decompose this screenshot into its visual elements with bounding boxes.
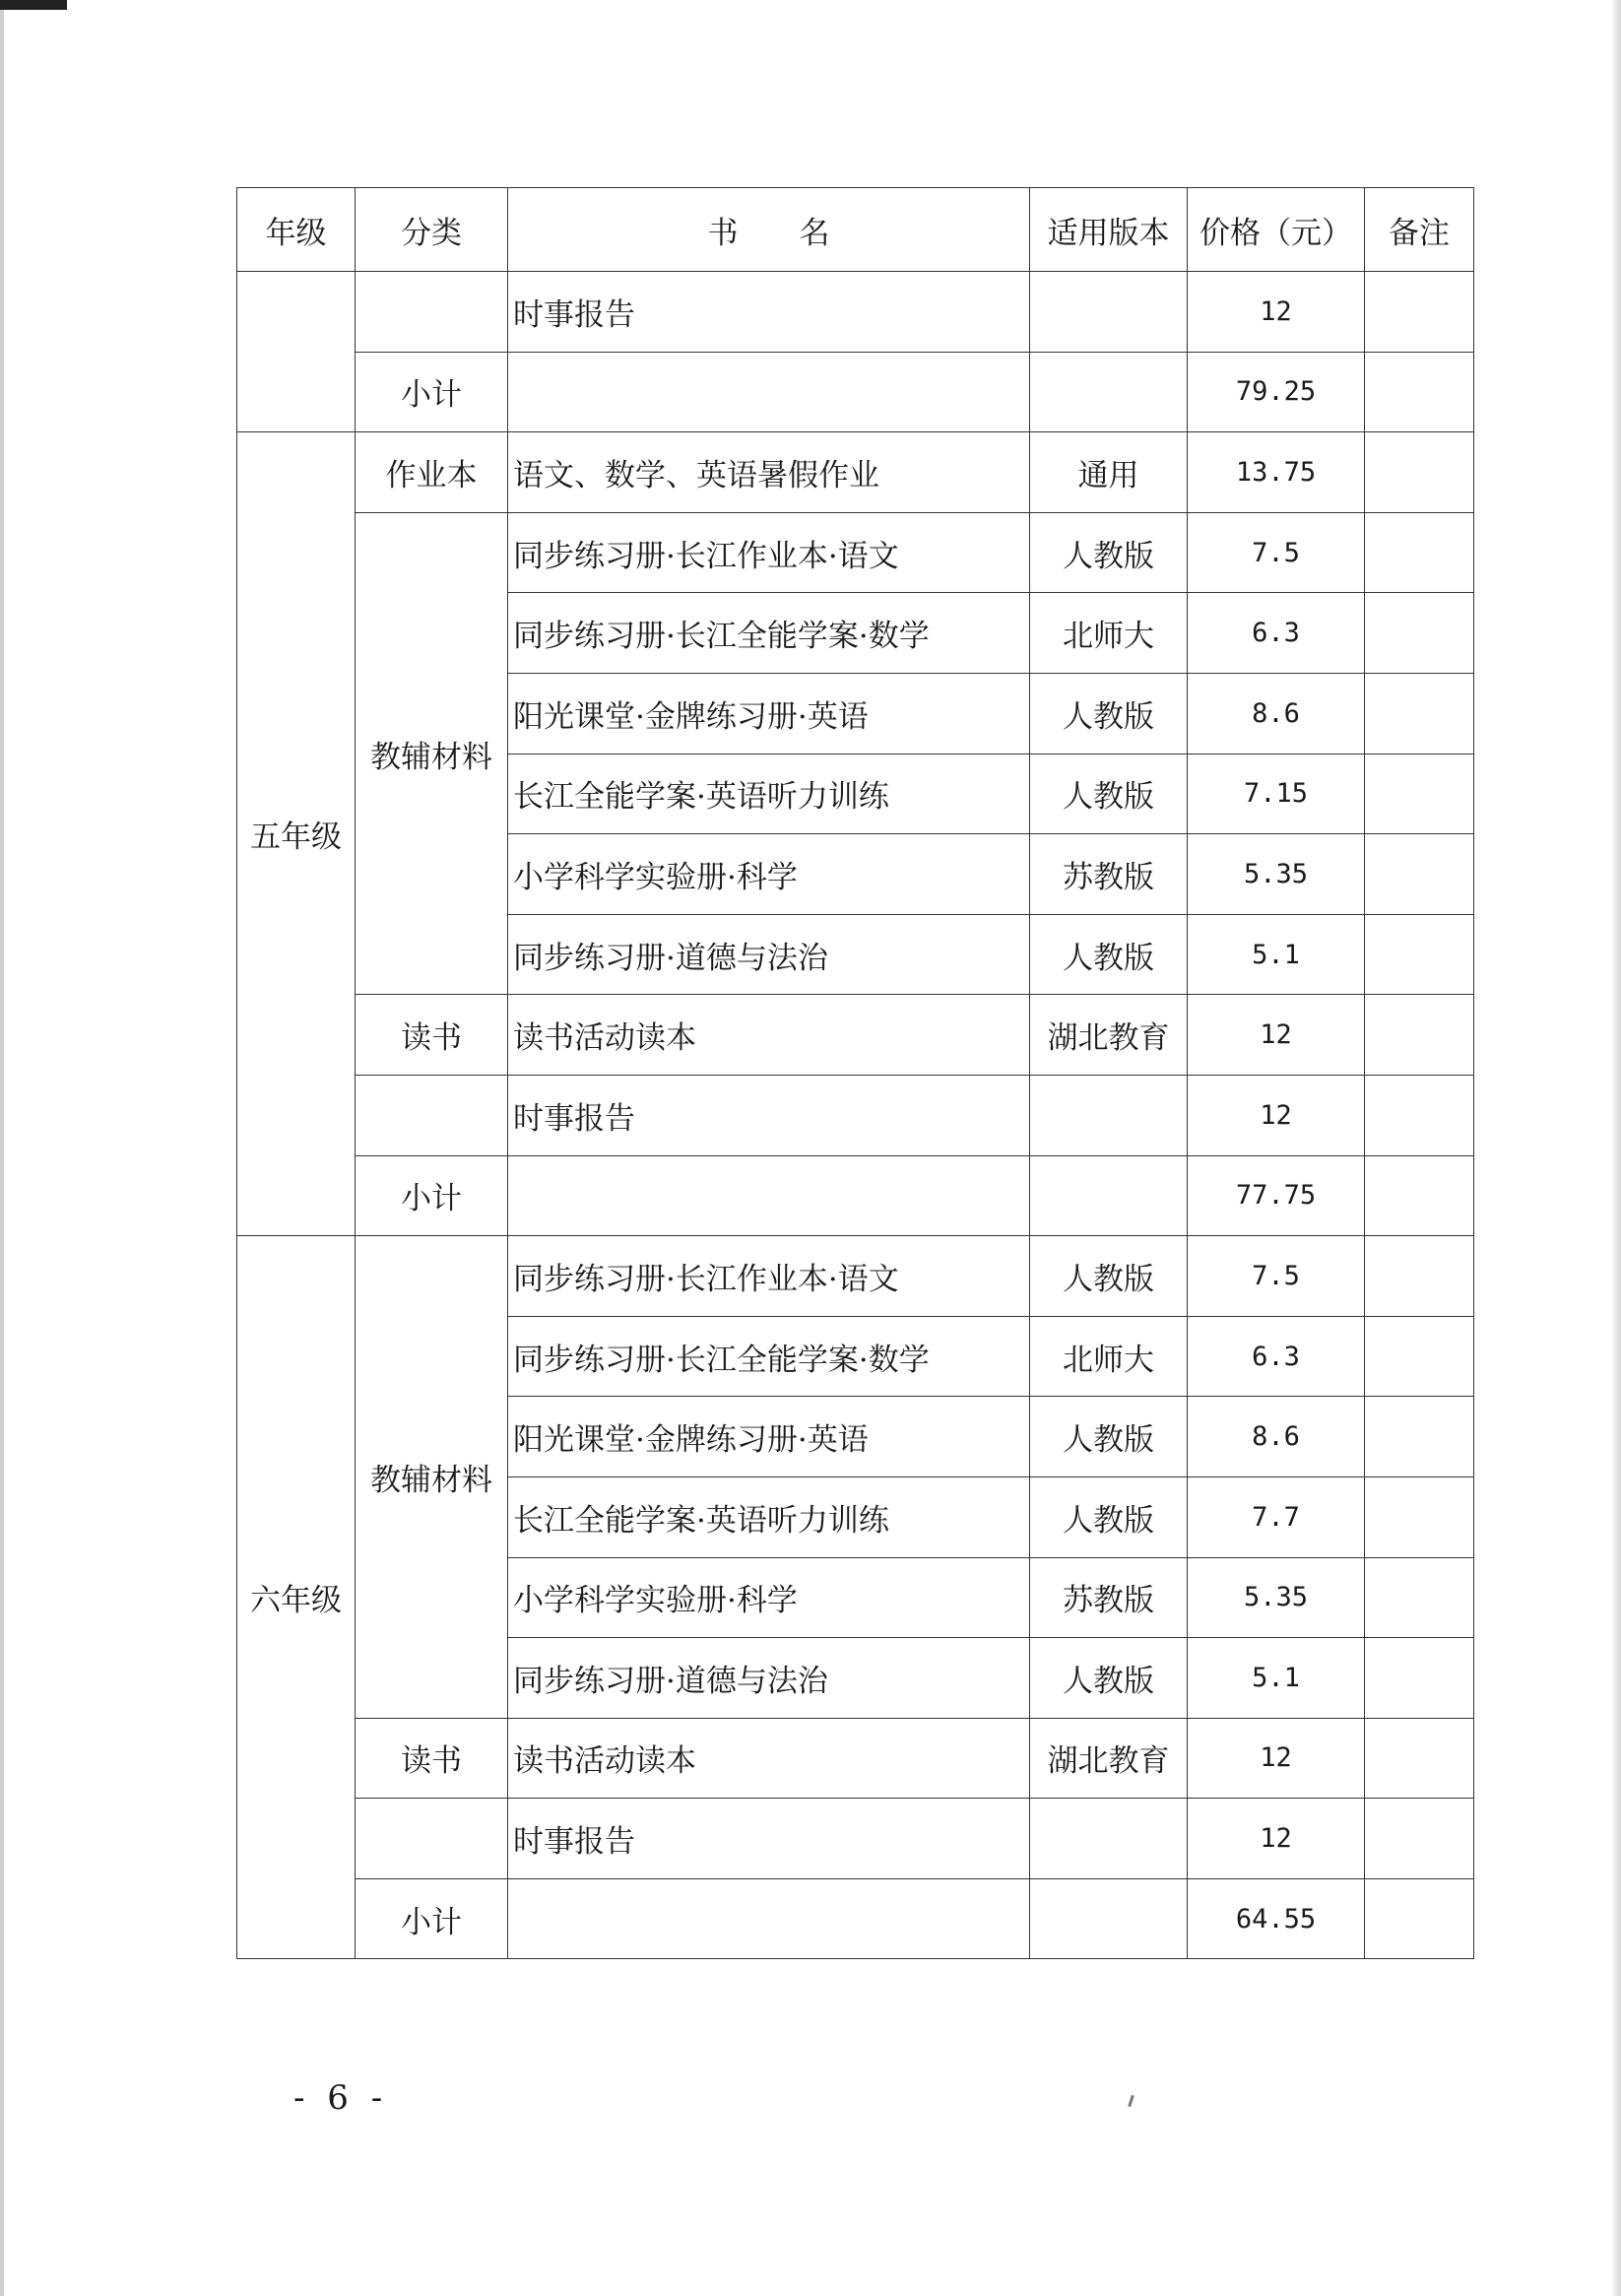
book-title-cell: [508, 1878, 1030, 1959]
subtotal-label: 小计: [356, 1878, 508, 1959]
version-cell: [1030, 272, 1188, 353]
note-cell: [1365, 754, 1474, 834]
book-title-cell: 读书活动读本: [508, 995, 1030, 1076]
subtotal-row: [237, 1878, 1474, 1959]
book-title-cell: 同步练习册·长江作业本·语文: [508, 512, 1030, 593]
header-note: 备注: [1365, 188, 1474, 272]
note-cell: [1365, 432, 1474, 513]
price-cell: 12: [1188, 1799, 1365, 1879]
version-cell: 人教版: [1030, 673, 1188, 754]
table-row: [237, 995, 1474, 1076]
price-cell: 5.1: [1188, 914, 1365, 995]
version-cell: 人教版: [1030, 1236, 1188, 1317]
note-cell: [1365, 914, 1474, 995]
price-cell: 7.5: [1188, 1236, 1365, 1317]
version-cell: 苏教版: [1030, 1557, 1188, 1638]
subtotal-label: 小计: [356, 352, 508, 432]
price-cell: 12: [1188, 1718, 1365, 1799]
table-header-row: [237, 188, 1474, 272]
version-cell: 北师大: [1030, 593, 1188, 674]
scan-edge-left: [0, 0, 4, 2296]
table-row: [237, 512, 1474, 593]
book-title-cell: 同步练习册·道德与法治: [508, 1638, 1030, 1719]
price-cell: 7.5: [1188, 512, 1365, 593]
book-title-cell: 小学科学实验册·科学: [508, 1557, 1030, 1638]
book-title-cell: 阳光课堂·金牌练习册·英语: [508, 1397, 1030, 1477]
book-title-cell: 同步练习册·长江作业本·语文: [508, 1236, 1030, 1317]
price-cell: 7.15: [1188, 754, 1365, 834]
note-cell: [1365, 1316, 1474, 1397]
version-cell: [1030, 1075, 1188, 1155]
note-cell: [1365, 1075, 1474, 1155]
book-title-cell: 同步练习册·长江全能学案·数学: [508, 593, 1030, 674]
note-cell: [1365, 1799, 1474, 1879]
version-cell: 人教版: [1030, 914, 1188, 995]
note-cell: [1365, 1236, 1474, 1317]
note-cell: [1365, 1718, 1474, 1799]
grade-cell-grade5: 五年级: [237, 432, 356, 1236]
version-cell: 人教版: [1030, 1476, 1188, 1557]
grade-cell-continued: [237, 272, 356, 432]
version-cell: [1030, 352, 1188, 432]
header-price: 价格（元）: [1188, 188, 1365, 272]
category-cell-homework: 作业本: [356, 432, 508, 513]
note-cell: [1365, 673, 1474, 754]
version-cell: 人教版: [1030, 1397, 1188, 1477]
version-cell: 湖北教育: [1030, 1718, 1188, 1799]
price-cell: 12: [1188, 995, 1365, 1076]
header-title: 书 名: [508, 188, 1030, 272]
book-title-cell: 小学科学实验册·科学: [508, 834, 1030, 915]
price-cell: 6.3: [1188, 593, 1365, 674]
version-cell: 通用: [1030, 432, 1188, 513]
price-cell: 12: [1188, 272, 1365, 353]
version-cell: [1030, 1799, 1188, 1879]
scan-mark-top: [0, 0, 67, 10]
version-cell: 湖北教育: [1030, 995, 1188, 1076]
category-cell-materials: 教辅材料: [356, 1236, 508, 1719]
page-number: - 6 -: [293, 2078, 389, 2118]
subtotal-label: 小计: [356, 1155, 508, 1236]
price-cell: 13.75: [1188, 432, 1365, 513]
table-row: [237, 1075, 1474, 1155]
book-title-cell: 同步练习册·道德与法治: [508, 914, 1030, 995]
note-cell: [1365, 593, 1474, 674]
table-row: [237, 1718, 1474, 1799]
version-cell: [1030, 1155, 1188, 1236]
version-cell: 人教版: [1030, 512, 1188, 593]
header-grade: 年级: [237, 188, 356, 272]
category-cell: [356, 1799, 508, 1879]
book-title-cell: 时事报告: [508, 272, 1030, 353]
version-cell: 北师大: [1030, 1316, 1188, 1397]
table-row: [237, 272, 1474, 353]
price-cell: 6.3: [1188, 1316, 1365, 1397]
note-cell: [1365, 1878, 1474, 1959]
price-cell: 8.6: [1188, 673, 1365, 754]
header-version: 适用版本: [1030, 188, 1188, 272]
category-cell-reading: 读书: [356, 995, 508, 1076]
book-title-cell: 长江全能学案·英语听力训练: [508, 1476, 1030, 1557]
note-cell: [1365, 1638, 1474, 1719]
price-cell: 12: [1188, 1075, 1365, 1155]
version-cell: 苏教版: [1030, 834, 1188, 915]
book-title-cell: 长江全能学案·英语听力训练: [508, 754, 1030, 834]
table-row: [237, 432, 1474, 513]
book-price-table: [236, 187, 1474, 1959]
category-cell: [356, 1075, 508, 1155]
subtotal-row: [237, 352, 1474, 432]
note-cell: [1365, 834, 1474, 915]
category-cell-materials: 教辅材料: [356, 512, 508, 995]
subtotal-price: 77.75: [1188, 1155, 1365, 1236]
price-cell: 5.35: [1188, 1557, 1365, 1638]
table-row: [237, 1799, 1474, 1879]
note-cell: [1365, 1476, 1474, 1557]
scan-edge-right: [1611, 0, 1621, 2296]
price-cell: 8.6: [1188, 1397, 1365, 1477]
note-cell: [1365, 512, 1474, 593]
version-cell: 人教版: [1030, 754, 1188, 834]
book-title-cell: 同步练习册·长江全能学案·数学: [508, 1316, 1030, 1397]
note-cell: [1365, 1397, 1474, 1477]
price-cell: 5.1: [1188, 1638, 1365, 1719]
book-title-cell: [508, 1155, 1030, 1236]
version-cell: [1030, 1878, 1188, 1959]
book-title-cell: [508, 352, 1030, 432]
price-cell: 7.7: [1188, 1476, 1365, 1557]
note-cell: [1365, 272, 1474, 353]
book-title-cell: 语文、数学、英语暑假作业: [508, 432, 1030, 513]
header-category: 分类: [356, 188, 508, 272]
note-cell: [1365, 995, 1474, 1076]
note-cell: [1365, 1155, 1474, 1236]
grade-cell-grade6: 六年级: [237, 1236, 356, 1959]
category-cell-reading: 读书: [356, 1718, 508, 1799]
category-cell: [356, 272, 508, 353]
scan-speck: [1128, 2095, 1135, 2107]
subtotal-row: [237, 1155, 1474, 1236]
subtotal-price: 64.55: [1188, 1878, 1365, 1959]
note-cell: [1365, 1557, 1474, 1638]
table-row: [237, 1236, 1474, 1317]
book-title-cell: 阳光课堂·金牌练习册·英语: [508, 673, 1030, 754]
book-title-cell: 时事报告: [508, 1799, 1030, 1879]
note-cell: [1365, 352, 1474, 432]
book-title-cell: 读书活动读本: [508, 1718, 1030, 1799]
book-title-cell: 时事报告: [508, 1075, 1030, 1155]
price-cell: 5.35: [1188, 834, 1365, 915]
version-cell: 人教版: [1030, 1638, 1188, 1719]
subtotal-price: 79.25: [1188, 352, 1365, 432]
